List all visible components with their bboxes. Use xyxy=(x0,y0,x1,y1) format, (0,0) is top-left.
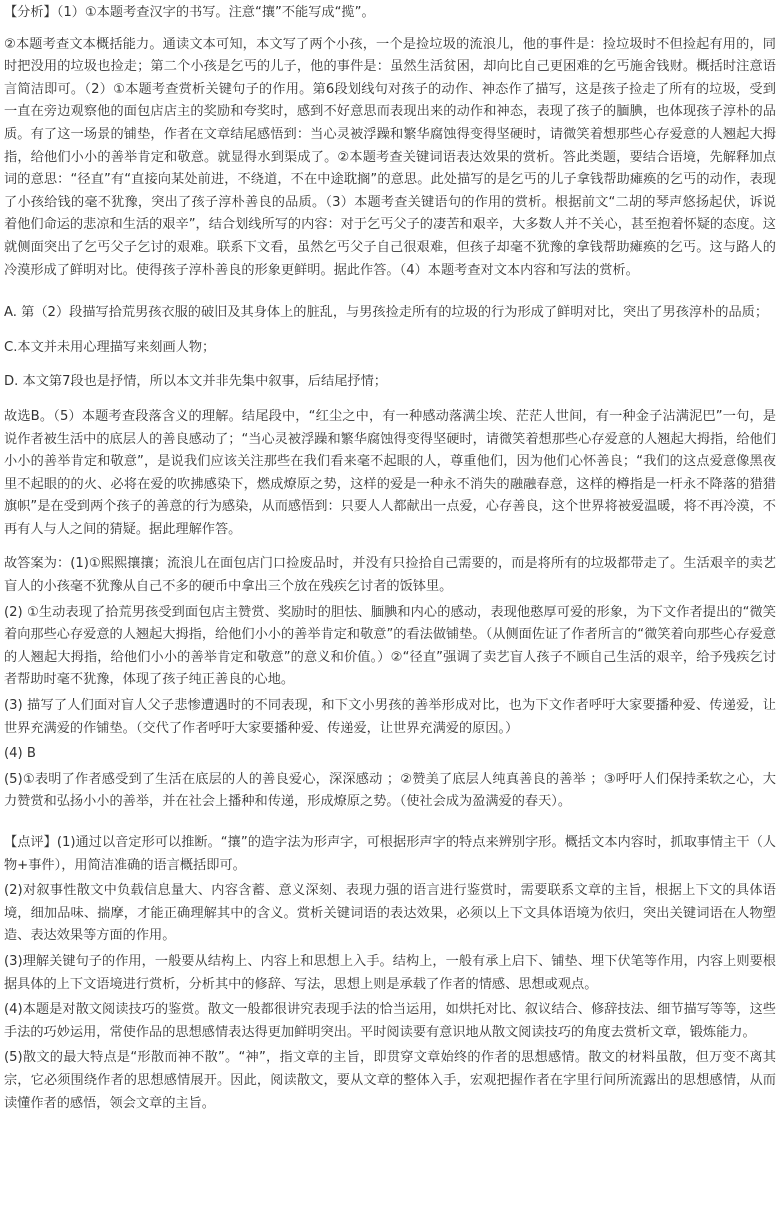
answer-part3-paragraph: (3) 描写了人们面对盲人父子悲惨遭遇时的不同表现，和下文小男孩的善举形成对比，也为下文作者呼吁大家要播种爱、传递爱，让世界充满爱的作铺垫。（交代了作者呼吁大家要播种爱、传递爱，让世界充满爱的原因。） xyxy=(4,698,776,736)
comment-part5-paragraph: (5)散文的最大特点是“形散而神不散”。“神”，指文章的主旨，即贯穿文章始终的作者的思想感情。散文的材料虽散，但万变不离其宗，它必须围绕作者的思想感情展开。因此，阅读散文，要从文章的整体入手，宏观把握作者在字里行间所流露出的思想感情，从而读懂作者的感悟，领会文章的主旨。 xyxy=(4,1050,776,1111)
answer-part1-paragraph: 故答案为：(1)①熙熙攘攘；流浪儿在面包店门口捡废品时，并没有只捡拾自己需要的，而是将所有的垃圾都带走了。生活艰辛的卖艺盲人的小孩毫不犹豫从自己不多的硬币中拿出三个放在残疾乞讨者的饭钵里。 xyxy=(4,556,776,595)
comment-part3-paragraph: (3)理解关键句子的作用，一般要从结构上、内容上和思想上入手。结构上，一般有承上启下、铺垫、埋下伏笔等作用，内容上则要根据具体的上下文语境进行赏析，分析其中的修辞、写法，思想上则是承载了作者的情感、思想或观点。 xyxy=(4,953,776,992)
comment-part2-paragraph: (2)对叙事性散文中负载信息量大、内容含蓄、意义深刻、表现力强的语言进行鉴赏时，需要联系文章的主旨，根据上下文的具体语境，细加品味、揣摩，才能正确理解其中的含义。赏析关键词语的表达效果，必须以上下文具体语境为依归，突出关键词语在人物塑造、表达效果等方面的作用。 xyxy=(4,883,776,944)
comment-part1-paragraph: 【点评】(1)通过以音定形可以推断。“攘”的造字法为形声字，可根据形声字的特点来辨别字形。概括文本内容时，抓取事情主干（人物+事件），用简洁准确的语言概括即可。 xyxy=(4,835,776,873)
answer-part2-paragraph: (2) ①生动表现了拾荒男孩受到面包店主赞赏、奖励时的胆怯、腼腆和内心的感动，表现他憨厚可爱的形象，为下文作者提出的“微笑着向那些心存爱意的人翘起大拇指，给他们小小的善举肯定和敬意”的看法做铺垫。（从侧面佐证了作者所言的“微笑着向那些心存爱意的人翘起大拇指，给他们小小的善举肯定和敬意”的意义和价值。）②“径直”强调了卖艺盲人孩子不顾自己生活的艰辛，给予残疾乞讨者帮助时毫不犹豫，体现了孩子纯正善良的心地。 xyxy=(4,604,776,688)
answer-part4-paragraph: (4) B xyxy=(4,746,36,762)
analysis-body-paragraph: ②本题考查文本概括能力。通读文本可知，本文写了两个小孩，一个是捡垃圾的流浪儿，他的事件是：捡垃圾时不但捡起有用的，同时把没用的垃圾也捡走；第二个小孩是乞丐的儿子，他的事件是：虽然生活贫困，却向比自己更困难的乞丐施舍钱财。概括时注意语言简洁即可。（2）①本题考查赏析关键句子的作用。第6段划线句对孩子的动作、神态作了描写，这是孩子捡走了所有的垃圾，受到一直在旁边观察他的面包店店主的奖励和夸奖时，感到不好意思而表现出来的动作和神态，表现了孩子的腼腆，也体现孩子淳朴的品质。有了这一场景的铺垫，作者在文章结尾感悟到：当心灵被浮躁和繁华腐蚀得变得坚硬时，请微笑着想那些心存爱意的人翘起大拇指，给他们小小的善举肯定和敬意。就显得水到渠成了。②本题考查关键词语表达效果的赏析。答此类题，要结合语境，先解释加点词的意思：“径直”有“直接向某处前进，不绕道，不在中途耽搁”的意思。此处描写的是乞丐的儿子拿钱帮助瘫痪的乞丐的动作，表现了小孩给钱的毫不犹豫，突出了孩子淳朴善良的品质。（3）本题考查关键语句的作用的赏析。根据前文“二胡的琴声悠扬起伏，诉说着他们命运的悲凉和生活的艰辛”，结合划线所写的内容：对于乞丐父子的凄苦和艰辛，大多数人并不关心，甚至抱着怀疑的态度。这就侧面突出了乞丐父子乞讨的艰难。联系下文看，虽然乞丐父子自己很艰难，但孩子却毫不犹豫的拿钱帮助瘫痪的乞丐。这与路人的冷漠形成了鲜明对比。使得孩子淳朴善良的形象更鲜明。据此作答。（4）本题考查对文本内容和写法的赏析。 xyxy=(4,36,776,278)
option-a-paragraph: A. 第（2）段描写拾荒男孩衣服的破旧及其身体上的脏乱，与男孩捡走所有的垃圾的行为形成了鲜明对比，突出了男孩淳朴的品质； xyxy=(4,305,769,321)
option-d-paragraph: D. 本文第7段也是抒情，所以本文并非先集中叙事，后结尾抒情； xyxy=(4,374,387,390)
comment-part4-paragraph: (4)本题是对散文阅读技巧的鉴赏。散文一般都很讲究表现手法的恰当运用，如烘托对比、叙议结合、修辞技法、细节描写等等，这些手法的巧妙运用，常使作品的思想感情表达得更加鲜明突出。平时阅读要有意识地从散文阅读技巧的角度去赏析文章，锻炼能力。 xyxy=(4,1002,776,1040)
option-c-paragraph: C.本文并未用心理描写来刻画人物； xyxy=(4,339,216,355)
answer-document xyxy=(4,0,776,1226)
analysis-intro-paragraph: 【分析】（1）①本题考查汉字的书写。注意“攘”不能写成“揽”。 xyxy=(4,5,375,20)
analysis-part5-paragraph: 故选B。（5）本题考查段落含义的理解。结尾段中，“红尘之中，有一种感动落满尘埃、茫茫人世间，有一种金子沾满泥巴”一句，是说作者被生活中的底层人的善良感动了；“当心灵被浮躁和繁华腐蚀得变得坚硬时，请微笑着想那些心存爱意的人翘起大拇指，给他们小小的善举肯定和敬意”，是说我们应该关注那些在我们看来毫不起眼的人，尊重他们，因为他们心怀善良；“我们的这点爱意像黑夜里不起眼的的火、必将在爱的吹拂感染下，燃成燎原之势，这样的爱是一种永不消失的融融春意，这样的樽指是一杆永不降落的猎猎旗帜”是在受到两个孩子的善意的行为感染，从而感悟到：只要人人都献出一点爱，心存善良，这个世界将被爱温暖，将不再冷漠，不再有人与人之间的猜疑。据此理解作答。 xyxy=(4,408,776,537)
answer-part5-paragraph: (5)①表明了作者感受到了生活在底层的人的善良爱心，深深感动 ；②赞美了底层人纯真善良的善举 ；③呼吁人们保持柔软之心，大力赞赏和弘扬小小的善举，并在社会上播种和传递，形成燎原之势。（使社会成为盈满爱的春天）。 xyxy=(4,771,776,810)
